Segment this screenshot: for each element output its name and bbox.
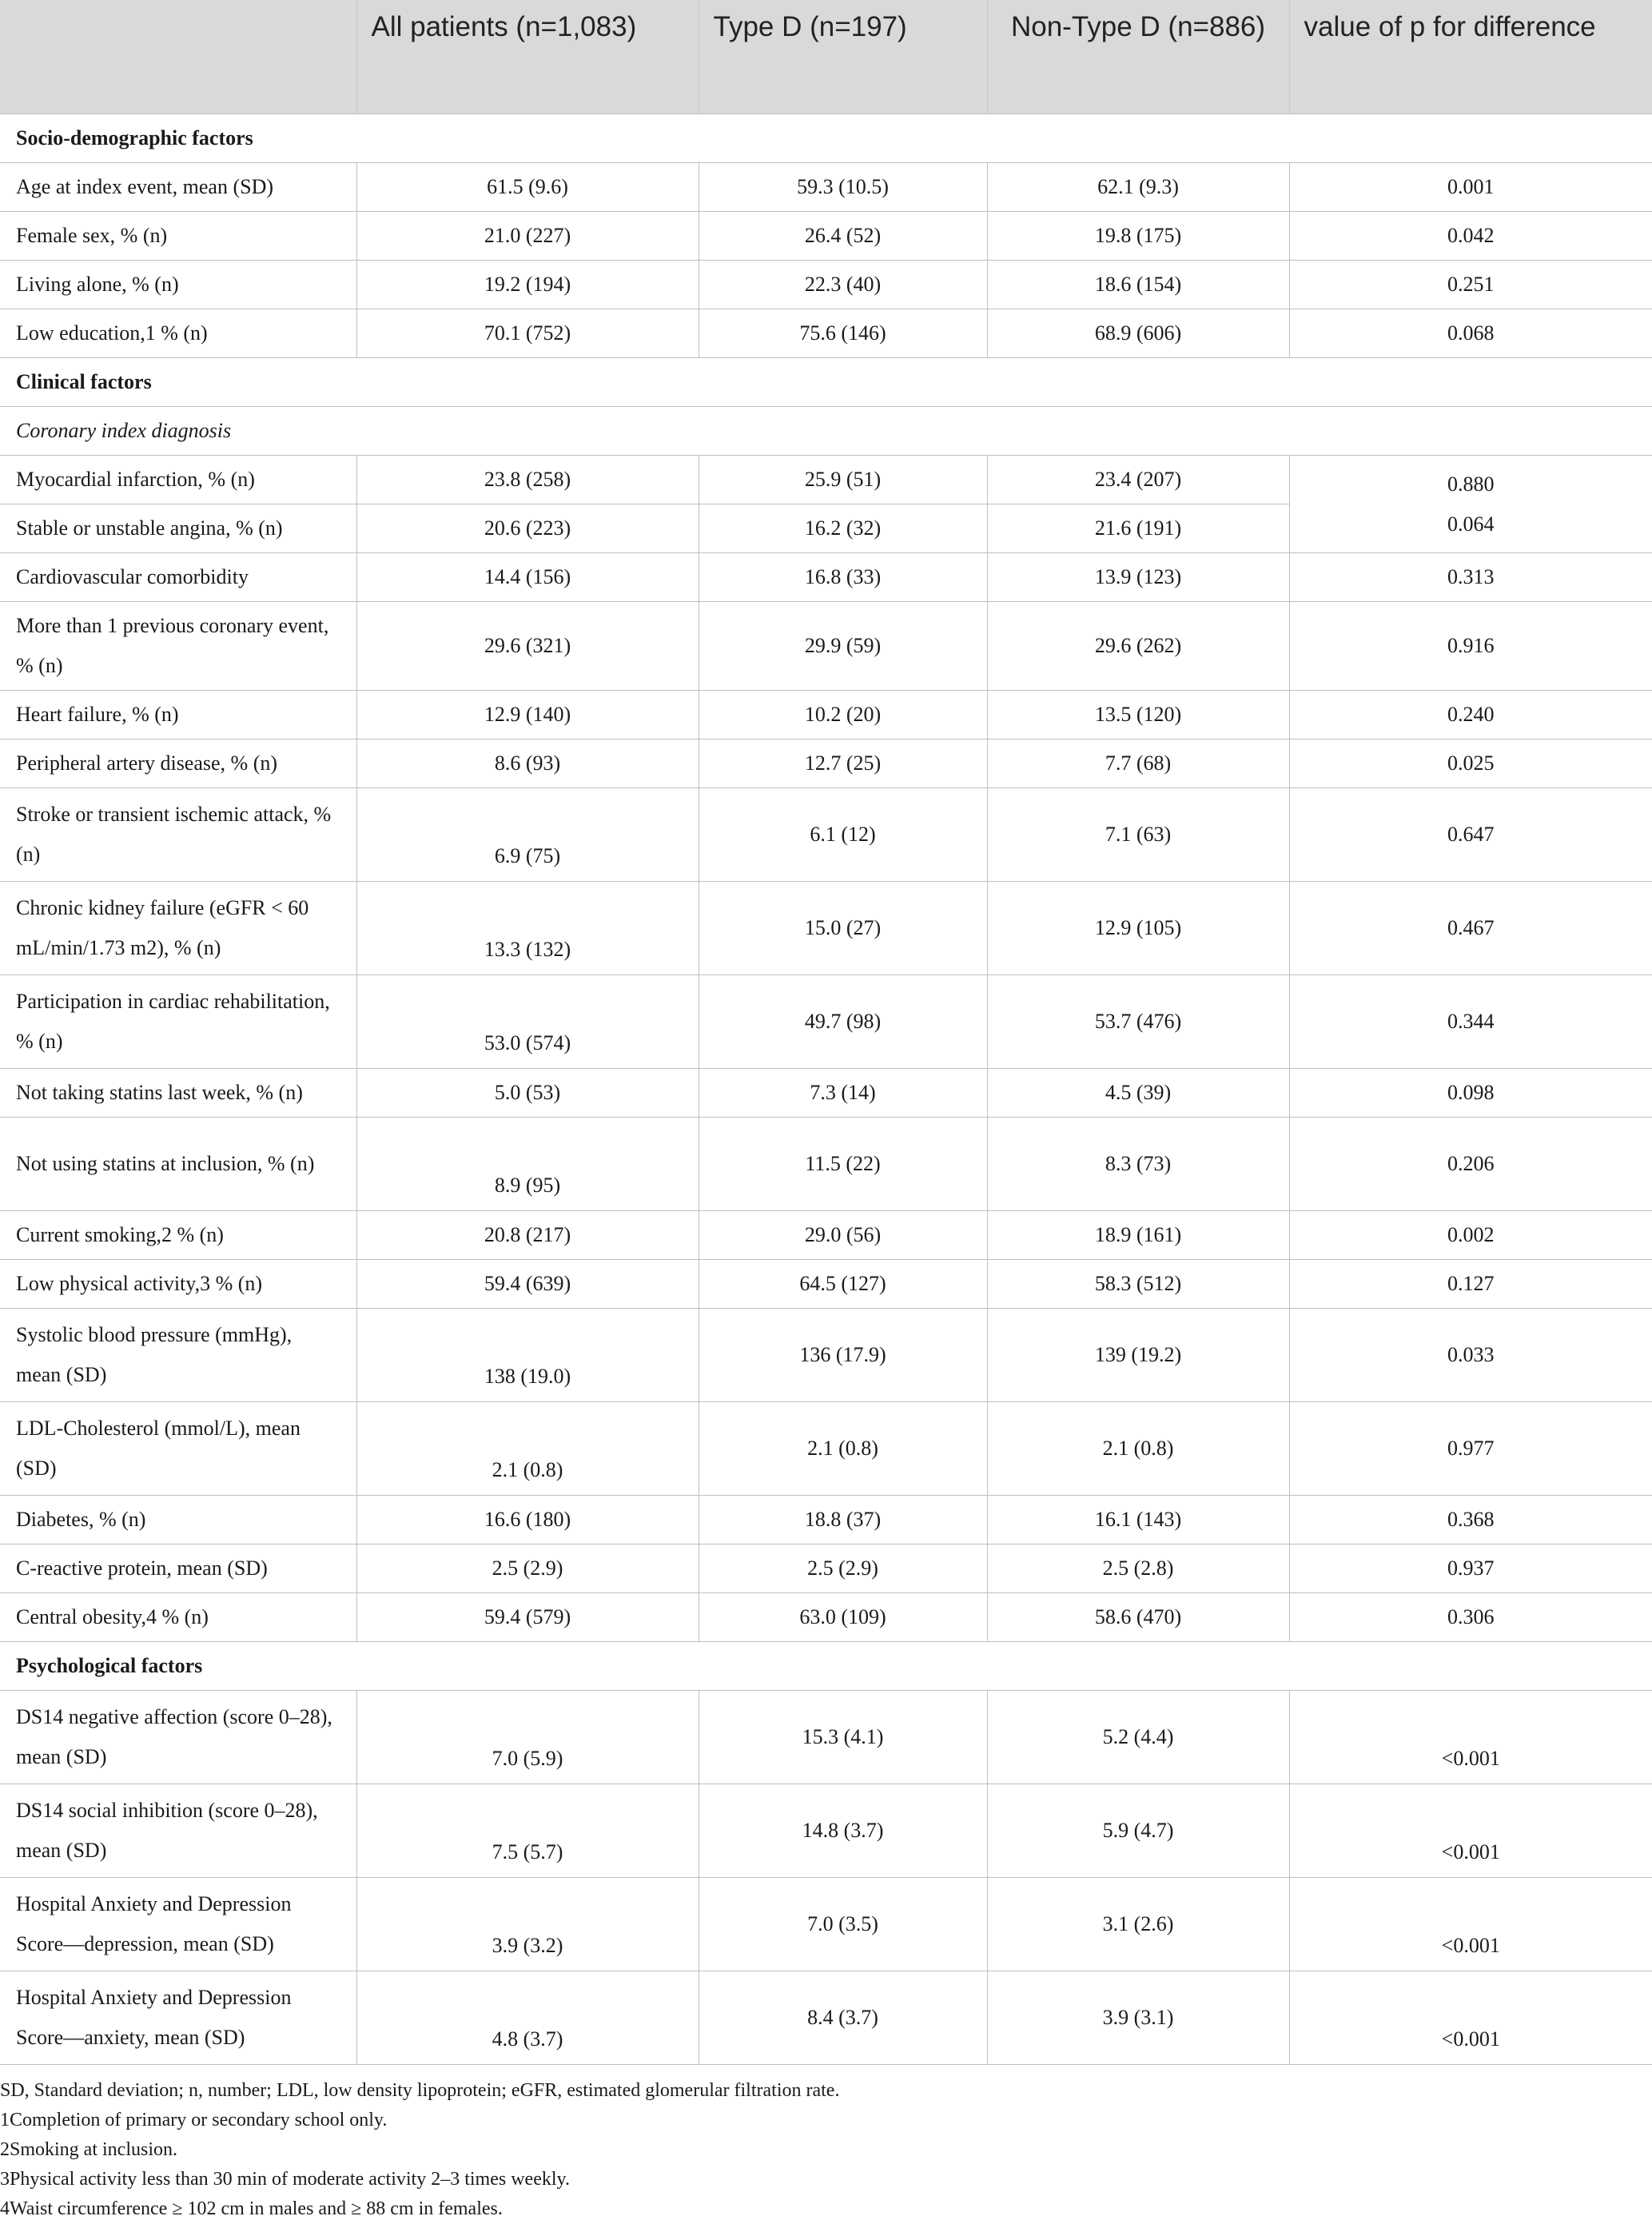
row-label: Stable or unstable angina, % (n) — [0, 504, 356, 553]
cell-non-type-d: 2.5 (2.8) — [987, 1544, 1289, 1593]
row-label: Age at index event, mean (SD) — [0, 163, 356, 212]
cell-p: 0.033 — [1289, 1309, 1652, 1402]
cell-non-type-d: 8.3 (73) — [987, 1118, 1289, 1211]
cell-type-d: 10.2 (20) — [699, 691, 987, 739]
cell-type-d: 15.0 (27) — [699, 882, 987, 975]
table-row — [0, 212, 1652, 261]
cell-non-type-d: 5.2 (4.4) — [987, 1691, 1289, 1784]
section-socio-demographic: Socio-demographic factors — [0, 114, 1652, 163]
cell-type-d: 2.1 (0.8) — [699, 1402, 987, 1496]
table-row — [0, 1211, 1652, 1260]
cell-non-type-d: 29.6 (262) — [987, 602, 1289, 691]
table-row — [0, 882, 1652, 975]
cell-non-type-d: 53.7 (476) — [987, 975, 1289, 1069]
cell-all: 2.1 (0.8) — [356, 1402, 699, 1496]
cell-p: 0.064 — [1447, 512, 1495, 536]
table-row — [0, 1544, 1652, 1593]
table-row — [0, 1593, 1652, 1642]
cell-all: 2.5 (2.9) — [356, 1544, 699, 1593]
row-label: Stroke or transient ischemic attack, % (n) — [0, 788, 356, 882]
cell-all: 53.0 (574) — [356, 975, 699, 1069]
subsection-row — [0, 407, 1652, 456]
cell-type-d: 16.8 (33) — [699, 553, 987, 602]
table-row — [0, 1878, 1652, 1971]
cell-non-type-d: 4.5 (39) — [987, 1069, 1289, 1118]
cell-all: 20.6 (223) — [356, 504, 699, 553]
cell-non-type-d: 23.4 (207) — [987, 456, 1289, 504]
cell-p: 0.025 — [1289, 739, 1652, 788]
table-row — [0, 456, 1652, 504]
footnote-1: 1Completion of primary or secondary school only. — [0, 2110, 388, 2130]
cell-p: <0.001 — [1289, 1971, 1652, 2065]
cell-type-d: 64.5 (127) — [699, 1260, 987, 1309]
cell-all: 5.0 (53) — [356, 1069, 699, 1118]
cell-all: 20.8 (217) — [356, 1211, 699, 1260]
cell-p: 0.127 — [1289, 1260, 1652, 1309]
cell-non-type-d: 21.6 (191) — [987, 504, 1289, 553]
cell-type-d: 25.9 (51) — [699, 456, 987, 504]
cell-type-d: 7.0 (3.5) — [699, 1878, 987, 1971]
cell-type-d: 15.3 (4.1) — [699, 1691, 987, 1784]
cell-type-d: 136 (17.9) — [699, 1309, 987, 1402]
header-p-value: value of p for difference — [1289, 0, 1652, 114]
cell-type-d: 49.7 (98) — [699, 975, 987, 1069]
table-row — [0, 1971, 1652, 2065]
section-psychological: Psychological factors — [0, 1642, 1652, 1691]
table-row — [0, 739, 1652, 788]
section-row — [0, 358, 1652, 407]
row-label: Cardiovascular comorbidity — [0, 553, 356, 602]
cell-p: 0.647 — [1289, 788, 1652, 882]
table-row — [0, 1069, 1652, 1118]
cell-all: 7.0 (5.9) — [356, 1691, 699, 1784]
cell-non-type-d: 7.7 (68) — [987, 739, 1289, 788]
row-label: Central obesity,4 % (n) — [0, 1593, 356, 1642]
cell-type-d: 18.8 (37) — [699, 1496, 987, 1544]
header-row — [0, 0, 1652, 114]
header-non-type-d: Non-Type D (n=886) — [987, 0, 1289, 114]
footnote-3: 3Physical activity less than 30 min of moderate activity 2–3 times weekly. — [0, 2169, 570, 2190]
cell-non-type-d: 58.6 (470) — [987, 1593, 1289, 1642]
cell-non-type-d: 18.6 (154) — [987, 261, 1289, 309]
cell-all: 8.6 (93) — [356, 739, 699, 788]
cell-type-d: 6.1 (12) — [699, 788, 987, 882]
cell-type-d: 26.4 (52) — [699, 212, 987, 261]
cell-type-d: 75.6 (146) — [699, 309, 987, 358]
cell-non-type-d: 13.9 (123) — [987, 553, 1289, 602]
cell-type-d: 29.0 (56) — [699, 1211, 987, 1260]
header-label-column — [0, 0, 356, 114]
cell-non-type-d: 58.3 (512) — [987, 1260, 1289, 1309]
cell-all: 7.5 (5.7) — [356, 1784, 699, 1878]
table-row — [0, 1118, 1652, 1211]
cell-all: 59.4 (579) — [356, 1593, 699, 1642]
row-label: Low physical activity,3 % (n) — [0, 1260, 356, 1309]
cell-type-d: 14.8 (3.7) — [699, 1784, 987, 1878]
cell-all: 6.9 (75) — [356, 788, 699, 882]
subsection-coronary-index: Coronary index diagnosis — [0, 407, 1652, 456]
cell-non-type-d: 3.9 (3.1) — [987, 1971, 1289, 2065]
table-row — [0, 1784, 1652, 1878]
cell-type-d: 2.5 (2.9) — [699, 1544, 987, 1593]
cell-p: <0.001 — [1289, 1878, 1652, 1971]
row-label: Diabetes, % (n) — [0, 1496, 356, 1544]
cell-type-d: 11.5 (22) — [699, 1118, 987, 1211]
cell-all: 138 (19.0) — [356, 1309, 699, 1402]
header-all-patients: All patients (n=1,083) — [356, 0, 699, 114]
table-row — [0, 261, 1652, 309]
table-row — [0, 975, 1652, 1069]
table-row — [0, 1691, 1652, 1784]
cell-non-type-d: 7.1 (63) — [987, 788, 1289, 882]
row-label: Female sex, % (n) — [0, 212, 356, 261]
cell-p: 0.467 — [1289, 882, 1652, 975]
row-label: DS14 social inhibition (score 0–28), mean (SD) — [0, 1784, 356, 1878]
footnote-4: 4Waist circumference ≥ 102 cm in males and ≥ 88 cm in females. — [0, 2198, 503, 2219]
cell-all: 13.3 (132) — [356, 882, 699, 975]
cell-p: 0.068 — [1289, 309, 1652, 358]
table-row — [0, 1402, 1652, 1496]
cell-p-merged — [1289, 456, 1652, 553]
cell-all: 16.6 (180) — [356, 1496, 699, 1544]
cell-p: 0.206 — [1289, 1118, 1652, 1211]
cell-p: 0.251 — [1289, 261, 1652, 309]
cell-non-type-d: 12.9 (105) — [987, 882, 1289, 975]
row-label: More than 1 previous coronary event, % (n) — [0, 602, 356, 691]
cell-non-type-d: 62.1 (9.3) — [987, 163, 1289, 212]
cell-non-type-d: 68.9 (606) — [987, 309, 1289, 358]
cell-p: 0.344 — [1289, 975, 1652, 1069]
table-row — [0, 1260, 1652, 1309]
cell-p: 0.977 — [1289, 1402, 1652, 1496]
cell-type-d: 22.3 (40) — [699, 261, 987, 309]
cell-all: 23.8 (258) — [356, 456, 699, 504]
row-label: Heart failure, % (n) — [0, 691, 356, 739]
cell-p: 0.240 — [1289, 691, 1652, 739]
row-label: Participation in cardiac rehabilitation, % (n) — [0, 975, 356, 1069]
cell-p: 0.042 — [1289, 212, 1652, 261]
header-type-d: Type D (n=197) — [699, 0, 987, 114]
row-label: DS14 negative affection (score 0–28), mean (SD) — [0, 1691, 356, 1784]
cell-non-type-d: 5.9 (4.7) — [987, 1784, 1289, 1878]
cell-non-type-d: 2.1 (0.8) — [987, 1402, 1289, 1496]
cell-all: 19.2 (194) — [356, 261, 699, 309]
cell-p: <0.001 — [1289, 1784, 1652, 1878]
cell-type-d: 59.3 (10.5) — [699, 163, 987, 212]
cell-p: 0.306 — [1289, 1593, 1652, 1642]
table-row — [0, 163, 1652, 212]
table-row — [0, 602, 1652, 691]
cell-p: 0.937 — [1289, 1544, 1652, 1593]
table-row — [0, 1309, 1652, 1402]
table-row — [0, 553, 1652, 602]
cell-non-type-d: 3.1 (2.6) — [987, 1878, 1289, 1971]
cell-all: 61.5 (9.6) — [356, 163, 699, 212]
footnote-2: 2Smoking at inclusion. — [0, 2139, 177, 2160]
cell-type-d: 16.2 (32) — [699, 504, 987, 553]
row-label: Systolic blood pressure (mmHg), mean (SD) — [0, 1309, 356, 1402]
cell-non-type-d: 16.1 (143) — [987, 1496, 1289, 1544]
cell-all: 3.9 (3.2) — [356, 1878, 699, 1971]
cell-non-type-d: 13.5 (120) — [987, 691, 1289, 739]
row-label: Low education,1 % (n) — [0, 309, 356, 358]
row-label: Current smoking,2 % (n) — [0, 1211, 356, 1260]
table-row — [0, 691, 1652, 739]
table-footnotes — [0, 2065, 1652, 2224]
cell-all: 29.6 (321) — [356, 602, 699, 691]
cell-non-type-d: 19.8 (175) — [987, 212, 1289, 261]
cell-p: 0.002 — [1289, 1211, 1652, 1260]
cell-p: <0.001 — [1289, 1691, 1652, 1784]
row-label: Living alone, % (n) — [0, 261, 356, 309]
row-label: Peripheral artery disease, % (n) — [0, 739, 356, 788]
cell-non-type-d: 139 (19.2) — [987, 1309, 1289, 1402]
cell-p: 0.001 — [1289, 163, 1652, 212]
row-label: C-reactive protein, mean (SD) — [0, 1544, 356, 1593]
row-label: Not taking statins last week, % (n) — [0, 1069, 356, 1118]
cell-p: 0.880 — [1447, 472, 1495, 496]
section-clinical: Clinical factors — [0, 358, 1652, 407]
table-row — [0, 1496, 1652, 1544]
cell-type-d: 7.3 (14) — [699, 1069, 987, 1118]
section-row — [0, 1642, 1652, 1691]
footnote-abbreviations: SD, Standard deviation; n, number; LDL, low density lipoprotein; eGFR, estimated glomerular filtration rate. — [0, 2080, 840, 2101]
cell-all: 21.0 (227) — [356, 212, 699, 261]
cell-non-type-d: 18.9 (161) — [987, 1211, 1289, 1260]
cell-p: 0.916 — [1289, 602, 1652, 691]
cell-all: 8.9 (95) — [356, 1118, 699, 1211]
row-label: Myocardial infarction, % (n) — [0, 456, 356, 504]
cell-all: 70.1 (752) — [356, 309, 699, 358]
cell-all: 4.8 (3.7) — [356, 1971, 699, 2065]
cell-type-d: 29.9 (59) — [699, 602, 987, 691]
row-label: Hospital Anxiety and Depression Score—depression, mean (SD) — [0, 1878, 356, 1971]
cell-p: 0.098 — [1289, 1069, 1652, 1118]
row-label: Not using statins at inclusion, % (n) — [0, 1118, 356, 1211]
section-row — [0, 114, 1652, 163]
cell-p: 0.313 — [1289, 553, 1652, 602]
row-label: Hospital Anxiety and Depression Score—anxiety, mean (SD) — [0, 1971, 356, 2065]
cell-type-d: 63.0 (109) — [699, 1593, 987, 1642]
cell-type-d: 12.7 (25) — [699, 739, 987, 788]
row-label: Chronic kidney failure (eGFR < 60 mL/min/1.73 m2), % (n) — [0, 882, 356, 975]
table-row — [0, 788, 1652, 882]
cell-all: 14.4 (156) — [356, 553, 699, 602]
row-label: LDL-Cholesterol (mmol/L), mean (SD) — [0, 1402, 356, 1496]
table-row — [0, 309, 1652, 358]
cell-p: 0.368 — [1289, 1496, 1652, 1544]
cell-type-d: 8.4 (3.7) — [699, 1971, 987, 2065]
cell-all: 12.9 (140) — [356, 691, 699, 739]
cell-all: 59.4 (639) — [356, 1260, 699, 1309]
